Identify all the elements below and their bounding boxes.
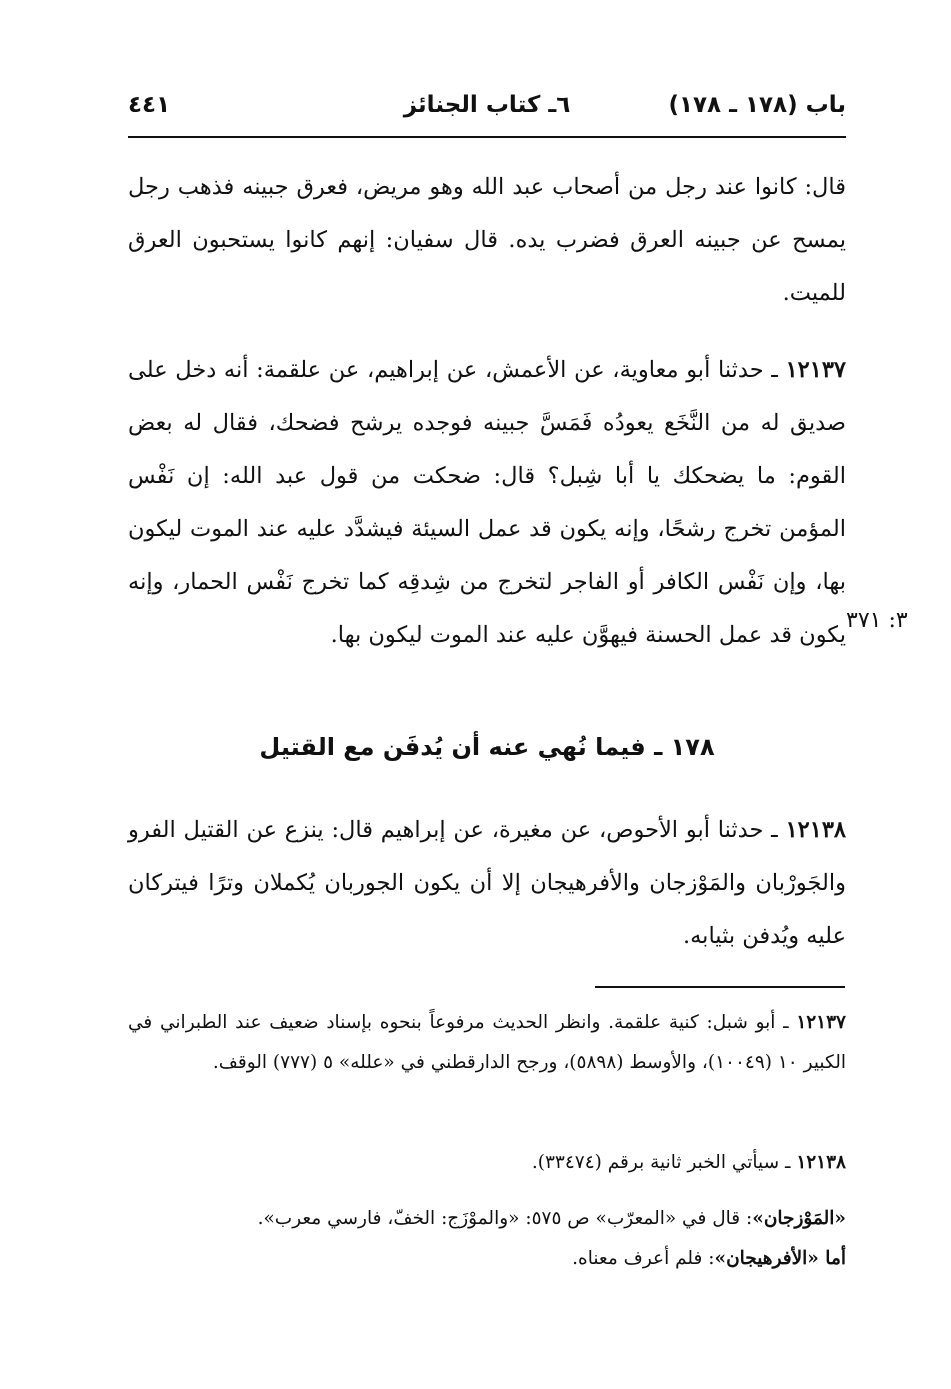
hadith-text: ـ حدثنا أبو معاوية، عن الأعمش، عن إبراهيم، عن علقمة: أنه دخل على صديق له من النَّخَع يعودُه فَمَسَّ جبينه فوجده يرشح فضحك، فقال له بعض القوم: ما يضحكك يا أبا شِبل؟ قال: ضحكت من قول عبد الله: إن نَفْس المؤمن تخرج رشحًا، وإنه يكون قد عمل السيئة فيشدَّد عليه عند الموت ليكون بها، وإن نَفْس الكافر أو الفاجر لتخرج من شِدقِه كما تخرج نَفْس الحمار، وإنه يكون قد عمل الحسنة فيهوَّن عليه عند الموت ليكون بها. [128,357,846,648]
glossary-term-2: أما «الأفرهيجان» [714,1248,846,1269]
book-title: ٦ـ كتاب الجنائز [403,92,571,118]
glossary-text: : قال في «المعرّب» ص ٥٧٥: «والموْزَج: الخفّ، فارسي معرب». [257,1208,753,1229]
footnote-12137 [128,1003,846,1083]
footnote-12138 [128,1143,846,1183]
hadith-number: ١٢١٣٨ [785,817,846,843]
footnote-glossary [128,1199,846,1279]
hadith-text: ـ حدثنا أبو الأحوص، عن مغيرة، عن إبراهيم قال: ينزع عن القتيل الفرو والجَورْبان والمَوْزجان والأفرهيجان إلا أن يكون الجوربان يُكملان وترًا فيتركان عليه ويُدفن بثيابه. [128,817,846,949]
section-heading: ١٧٨ ـ فيما نُهي عنه أن يُدفَن مع القتيل [259,733,715,761]
footnote-number: ١٢١٣٨ [796,1152,846,1173]
header-divider [128,136,846,138]
chapter-range: باب (١٧٨ ـ ١٧٨) [668,92,846,118]
page-number: ٤٤١ [128,92,171,118]
glossary-text-2: : فلم أعرف معناه. [572,1248,715,1269]
footnote-text: ـ أبو شبل: كنية علقمة. وانظر الحديث مرفوعاً بنحوه بإسناد ضعيف عند الطبراني في الكبير ١٠ (١٠٠٤٩)، والأوسط (٥٨٩٨)، ورجح الدارقطني في «علله» ٥ (٧٧٧) الوقف. [128,1012,846,1073]
hadith-12138 [128,804,846,963]
hadith-number: ١٢١٣٧ [785,357,846,383]
footnote-divider [595,986,845,988]
glossary-term: «المَوْزجان» [752,1208,846,1229]
footnote-text: ـ سيأتي الخبر ثانية برقم (٣٣٤٧٤). [531,1152,797,1173]
hadith-12137 [128,344,846,662]
footnote-number: ١٢١٣٧ [796,1012,846,1033]
paragraph-continuation: قال: كانوا عند رجل من أصحاب عبد الله وهو مريض، فعرق جبينه فذهب رجل يمسح عن جبينه العرق فضرب يده. قال سفيان: إنهم كانوا يستحبون العرق للميت. [128,174,846,306]
margin-reference: ٣: ٣٧١ [846,608,908,633]
running-header [128,86,846,130]
